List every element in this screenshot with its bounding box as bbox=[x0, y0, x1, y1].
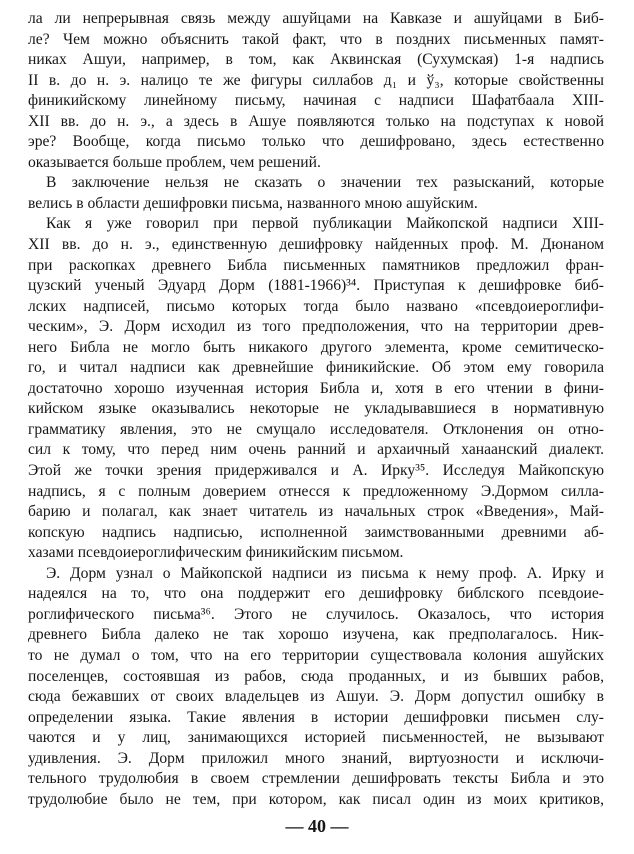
paragraph-1 bbox=[28, 9, 604, 173]
text-line: грамматику явления, это не смущало исследователя. Отклонения он отно- bbox=[28, 420, 604, 438]
text-line: эре? Вообще, когда письмо только что дешифровано, здесь естественно bbox=[28, 133, 604, 151]
text-line: при раскопках древнего Библа письменных памятников предложил фран- bbox=[28, 256, 604, 274]
text-line: достаточно хорошо изученная история Библа и, хотя в его чтении в фини- bbox=[28, 379, 604, 397]
text-line: никах Ашуи, например, в том, как Аквинская (Сухумская) 1-я надпись bbox=[28, 51, 604, 69]
text-line: В заключение нельзя не сказать о значении тех разысканий, которые bbox=[46, 174, 604, 192]
text-line: лских надписей, письмо которых тогда было названо «псевдоиероглифи- bbox=[28, 297, 604, 315]
text-line: копскую надпись надписью, исполненной заимствованными древними аб- bbox=[28, 523, 604, 541]
text-line: оказывается больше проблем, чем решений. bbox=[28, 153, 321, 171]
text-line: II в. до н. э. налицо те же фигуры силлабов д₁ и ў₃, которые свойственны bbox=[28, 71, 604, 89]
text-line: го, и читал надписи как древнейшие финикийские. Об этом ему говорила bbox=[28, 359, 604, 377]
paragraph-2 bbox=[28, 173, 604, 214]
text-line: надпись, я с полным доверием отнесся к предложенному Э.Дормом силла- bbox=[28, 482, 604, 500]
text-line: финикийскому линейному письму, начиная с надписи Шафатбаала XIII- bbox=[28, 92, 604, 110]
text-line: древнего Библа далеко не так хорошо изучена, как предполагалось. Ник- bbox=[28, 626, 604, 644]
text-line: Этой же точки зрения придерживался и А. Ирку³⁵. Исследуя Майкопскую bbox=[28, 462, 604, 480]
text-line: удивления. Э. Дорм приложил много знаний, виртуозности и исключи- bbox=[28, 749, 604, 767]
text-line: хазами псевдоиероглифическим финикийским письмом. bbox=[28, 544, 404, 562]
text-line: определении языка. Такие явления в истории дешифровки письмен слу- bbox=[28, 708, 604, 726]
text-line: ческим», Э. Дорм исходил из того предположения, что на территории древ- bbox=[28, 318, 604, 336]
text-line: сил к тому, что перед ним очень ранний и архаичный ханаанский диалект. bbox=[28, 441, 604, 459]
text-line: ла ли непрерывная связь между ашуйцами на Кавказе и ашуйцами в Биб- bbox=[28, 10, 604, 27]
text-line: то не думал о том, что на его территории существовала колония ашуйских bbox=[28, 646, 604, 664]
text-line: XII вв. до н. э., единственную дешифровку найденных проф. М. Дюнаном bbox=[28, 236, 604, 254]
paragraph-3 bbox=[28, 214, 604, 563]
text-line: сюда бежавших от своих владельцев из Ашуи. Э. Дорм допустил ошибку в bbox=[28, 688, 604, 706]
text-line: трудолюбие было не тем, при котором, как писал один из моих критиков, bbox=[28, 790, 604, 808]
page-number: — 40 — bbox=[285, 816, 349, 836]
text-line: цузский ученый Эдуард Дорм (1881-1966)³⁴. Приступая к дешифровке биб- bbox=[28, 277, 604, 295]
text-line: Как я уже говорил при первой публикации Майкопской надписи XIII- bbox=[46, 215, 604, 233]
text-line: Э. Дорм узнал о Майкопской надписи из письма к нему проф. А. Ирку и bbox=[46, 564, 604, 582]
text-line: XII вв. до н. э., а здесь в Ашуе появляются только на подступах к новой bbox=[28, 112, 604, 130]
text-line: чаются и у лиц, занимающихся историей письменностей, не вызывают bbox=[28, 729, 604, 747]
text-line: велись в области дешифровки письма, названного мною ашуйским. bbox=[28, 194, 478, 212]
text-line: тельного трудолюбия в своем стремлении дешифровать тексты Библа и это bbox=[28, 770, 604, 788]
text-line: кийском языке оказывались некоторые не укладывавшиеся в нормативную bbox=[28, 400, 604, 418]
text-line: надеялся на то, что она поддержит его дешифровку библского псевдоие- bbox=[28, 585, 604, 603]
text-line: барию и полагал, как знает читатель из начальных строк «Введения», Май- bbox=[28, 503, 604, 521]
paragraph-4 bbox=[28, 564, 604, 811]
text-line: ле? Чем можно объяснить такой факт, что в поздних письменных памят- bbox=[28, 30, 604, 48]
text-line: роглифического письма³⁶. Этого не случилось. Оказалось, что история bbox=[28, 605, 604, 623]
text-line: поселенцев, состоявшая из рабов, сюда проданных, и из бывших рабов, bbox=[28, 667, 604, 685]
text-line: него Библа не могло быть никакого другого элемента, кроме семитическо- bbox=[28, 338, 604, 356]
